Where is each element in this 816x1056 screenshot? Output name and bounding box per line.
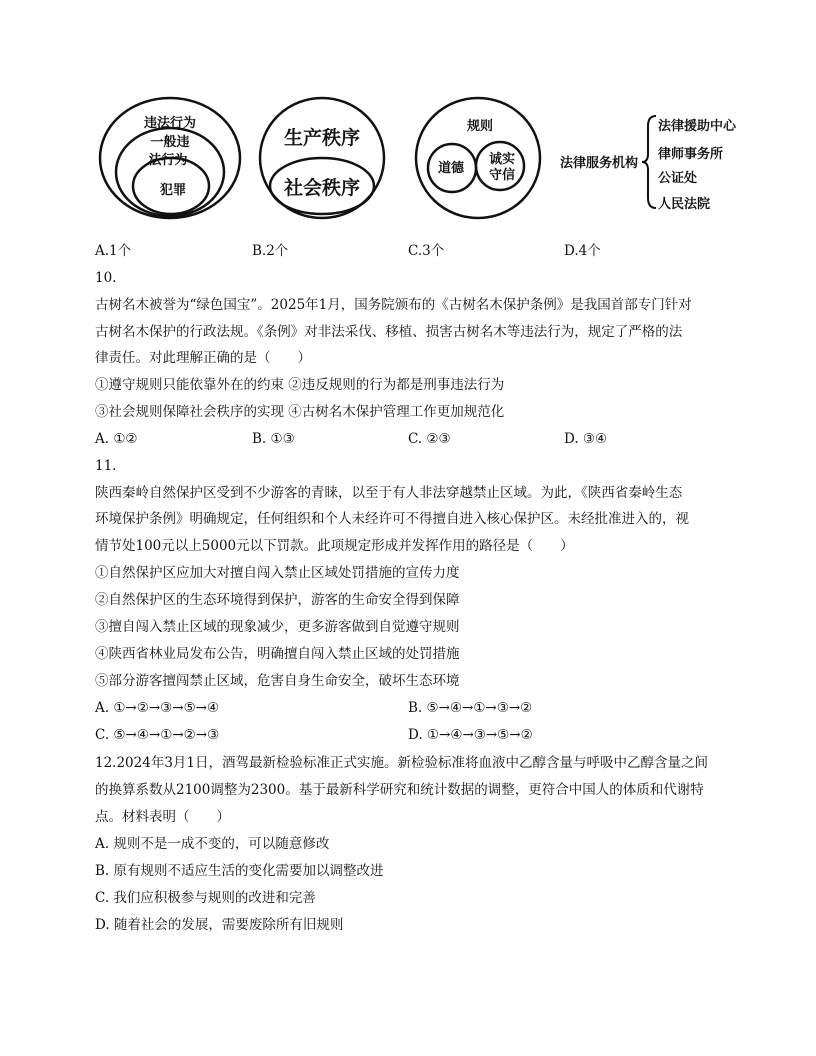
label-crime: 犯罪 — [159, 183, 187, 198]
q10-option-b: B. ①③ — [252, 431, 295, 447]
label-rules: 规则 — [466, 119, 494, 134]
q10-stem-line: 律责任。对此理解正确的是（ ） — [95, 350, 311, 366]
diagram-order — [260, 98, 384, 218]
q10-option-c: C. ②③ — [408, 431, 451, 447]
diagram-legal-services — [560, 116, 737, 212]
label-notary: 公证处 — [658, 171, 698, 186]
q9-option-a: A.1个 — [95, 243, 132, 259]
q12-stem-line: 点。材料表明（ ） — [95, 809, 230, 825]
label-general-l1: 一般违 — [150, 135, 190, 150]
q11-stem-line: 情节处100元以上5000元以下罚款。此项规定形成并发挥作用的路径是（ ） — [95, 538, 574, 554]
q11-statement: ④陕西省林业局发布公告，明确擅自闯入禁止区域的处罚措施 — [95, 646, 460, 662]
q12-option-a: A. 规则不是一成不变的，可以随意修改 — [95, 836, 330, 852]
q11-stem-line: 环境保护条例》明确规定，任何组织和个人未经许可不得擅自进入核心保护区。未经批准进入的，视 — [95, 511, 689, 527]
q12-option-d: D. 随着社会的发展，需要废除所有旧规则 — [95, 917, 344, 933]
label-morality: 道德 — [437, 161, 465, 176]
label-court: 人民法院 — [658, 197, 711, 212]
diagram-rules — [416, 98, 540, 218]
label-legal-service: 法律服务机构 — [560, 156, 639, 171]
q11-option-c: C. ⑤→④→①→②→③ — [95, 727, 220, 743]
label-social-order: 社会秩序 — [283, 177, 361, 199]
q11-option-a: A. ①→②→③→⑤→④ — [95, 700, 220, 716]
q11-option-d: D. ①→④→③→⑤→② — [408, 727, 533, 743]
q11-option-b: B. ⑤→④→①→③→② — [408, 700, 533, 716]
concept-diagrams — [90, 96, 770, 226]
label-honesty-l1: 诚实 — [488, 152, 516, 167]
label-production-order: 生产秩序 — [283, 127, 361, 149]
q11-statement: ②自然保护区的生态环境得到保护，游客的生命安全得到保障 — [95, 592, 460, 608]
q10-statement: ①遵守规则只能依靠外在的约束 ②违反规则的行为都是刑事违法行为 — [95, 377, 505, 393]
q11-number: 11. — [95, 458, 117, 474]
q9-option-b: B.2个 — [252, 243, 289, 259]
q12-option-c: C. 我们应积极参与规则的改进和完善 — [95, 890, 316, 906]
label-law-firm: 律师事务所 — [658, 147, 724, 162]
q11-statement: ①自然保护区应加大对擅自闯入禁止区域处罚措施的宣传力度 — [95, 565, 460, 581]
q11-stem-line: 陕西秦岭自然保护区受到不少游客的青睐，以至于有人非法穿越禁止区域。为此，《陕西省秦岭生态 — [95, 485, 683, 501]
q10-stem-line: 古树名木被誉为“绿色国宝”。2025年1月，国务院颁布的《古树名木保护条例》是我国首部专门针对 — [95, 297, 692, 313]
q11-statement: ⑤部分游客擅闯禁止区域，危害自身生命安全，破坏生态环境 — [95, 673, 460, 689]
brace-icon — [642, 116, 656, 208]
q12-stem-line: 的换算系数从2100调整为2300。基于最新科学研究和统计数据的调整，更符合中国人的体质和代谢特 — [95, 782, 704, 798]
q10-option-d: D. ③④ — [564, 431, 608, 447]
q11-statement: ③擅自闯入禁止区域的现象减少，更多游客做到自觉遵守规则 — [95, 619, 460, 635]
q12-stem-line: 12.2024年3月1日，酒驾最新检验标准正式实施。新检验标准将血液中乙醇含量与呼吸中乙醇含量之间 — [95, 755, 709, 771]
label-honesty-l2: 守信 — [488, 168, 516, 183]
q9-option-c: C.3个 — [408, 243, 445, 259]
diagram-illegal-acts — [100, 98, 240, 218]
q10-statement: ③社会规则保障社会秩序的实现 ④古树名木保护管理工作更加规范化 — [95, 404, 505, 420]
label-general-l2: 法行为 — [148, 153, 188, 168]
q10-stem-line: 古树名木保护的行政法规。《条例》对非法采伐、移植、损害古树名木等违法行为，规定了严格的法 — [95, 324, 683, 340]
label-legal-aid: 法律援助中心 — [658, 119, 737, 134]
q12-option-b: B. 原有规则不适应生活的变化需要加以调整改进 — [95, 863, 384, 879]
q9-option-d: D.4个 — [564, 243, 601, 259]
q10-option-a: A. ①② — [95, 431, 138, 447]
label-illegal: 违法行为 — [143, 116, 197, 131]
q10-number: 10. — [95, 270, 117, 286]
